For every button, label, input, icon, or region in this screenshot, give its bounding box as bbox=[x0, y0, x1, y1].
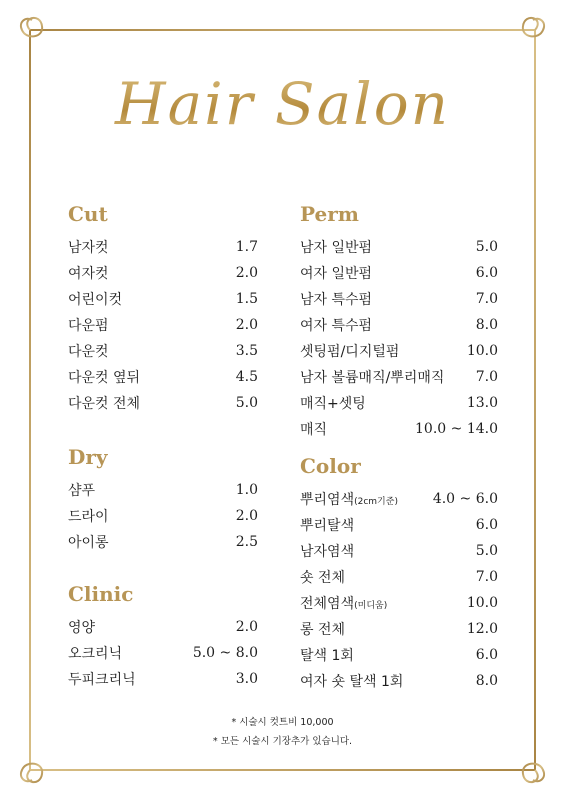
salon-title: Hair Salon bbox=[0, 70, 565, 138]
item-name-text: 남자염색 bbox=[300, 544, 355, 560]
item-name bbox=[68, 669, 136, 689]
note-line: * 시술시 컷트비 10,000 bbox=[231, 717, 334, 728]
item-name-text: 남자컷 bbox=[68, 240, 109, 256]
item-price: 2.0 bbox=[235, 317, 258, 333]
menu-item bbox=[68, 529, 258, 555]
item-price: 5.0 ~ 8.0 bbox=[192, 645, 258, 661]
section-title: Dry bbox=[68, 445, 108, 469]
item-name-text: 다운컷 전체 bbox=[68, 396, 141, 412]
menu-item bbox=[68, 260, 258, 286]
menu-item bbox=[68, 614, 258, 640]
menu-item bbox=[68, 286, 258, 312]
item-name bbox=[300, 341, 399, 361]
item-price: 2.5 bbox=[235, 534, 258, 550]
item-name-text: 여자 숏 탈색 1회 bbox=[300, 674, 404, 690]
item-name-text: 숏 전체 bbox=[300, 570, 346, 586]
item-name bbox=[300, 315, 372, 335]
item-name bbox=[300, 567, 345, 587]
section-perm bbox=[300, 200, 498, 442]
item-price: 7.0 bbox=[475, 569, 498, 585]
item-name bbox=[68, 480, 95, 500]
item-name bbox=[68, 617, 95, 637]
menu-item bbox=[300, 312, 498, 338]
menu-item bbox=[68, 364, 258, 390]
item-name-text: 매직 bbox=[300, 422, 328, 438]
item-name-text: 여자컷 bbox=[68, 266, 109, 282]
item-name-text: 셋팅펌/디지털펌 bbox=[300, 344, 400, 360]
item-price: 8.0 bbox=[475, 673, 498, 689]
menu-item bbox=[300, 538, 498, 564]
item-name-text: 샴푸 bbox=[68, 483, 96, 499]
item-name bbox=[68, 289, 122, 309]
menu-item bbox=[300, 416, 498, 442]
item-name bbox=[300, 593, 387, 613]
item-name-text: 오크리닉 bbox=[68, 646, 123, 662]
item-name-text: 아이롱 bbox=[68, 535, 109, 551]
item-price: 2.0 bbox=[235, 619, 258, 635]
menu-item bbox=[68, 338, 258, 364]
item-price: 7.0 bbox=[475, 291, 498, 307]
item-price: 10.0 bbox=[466, 343, 498, 359]
item-name bbox=[300, 671, 403, 691]
item-name-text: 어린이컷 bbox=[68, 292, 123, 308]
item-price: 8.0 bbox=[475, 317, 498, 333]
item-name bbox=[300, 489, 398, 509]
item-name-text: 두피크리닉 bbox=[68, 672, 136, 688]
item-price: 10.0 ~ 14.0 bbox=[415, 421, 498, 437]
item-price: 5.0 bbox=[475, 543, 498, 559]
section-color bbox=[300, 452, 498, 694]
menu-item bbox=[300, 364, 498, 390]
menu-item bbox=[68, 666, 258, 692]
section-title: Perm bbox=[300, 202, 359, 226]
item-name bbox=[68, 532, 109, 552]
item-name bbox=[300, 515, 354, 535]
notes bbox=[0, 713, 565, 751]
menu-item bbox=[300, 512, 498, 538]
item-name bbox=[300, 393, 366, 413]
menu-item bbox=[300, 234, 498, 260]
item-name-text: 여자 특수펌 bbox=[300, 318, 373, 334]
item-name bbox=[300, 619, 345, 639]
menu-item bbox=[300, 390, 498, 416]
item-price: 4.5 bbox=[235, 369, 258, 385]
section-cut bbox=[68, 200, 258, 416]
item-note: (미디움) bbox=[354, 601, 388, 611]
menu-item bbox=[300, 616, 498, 642]
item-name bbox=[68, 506, 109, 526]
item-name-text: 롱 전체 bbox=[300, 622, 346, 638]
item-name-text: 드라이 bbox=[68, 509, 109, 525]
item-name bbox=[68, 341, 109, 361]
menu-item bbox=[300, 486, 498, 512]
item-name bbox=[68, 315, 109, 335]
item-name-text: 다운컷 옆뒤 bbox=[68, 370, 141, 386]
item-name-text: 남자 특수펌 bbox=[300, 292, 373, 308]
menu-item bbox=[300, 260, 498, 286]
item-name bbox=[300, 289, 372, 309]
item-price: 3.5 bbox=[235, 343, 258, 359]
section-title: Cut bbox=[68, 202, 108, 226]
item-price: 6.0 bbox=[475, 647, 498, 663]
menu-item bbox=[68, 477, 258, 503]
item-name bbox=[300, 645, 354, 665]
item-name-text: 매직+셋팅 bbox=[300, 396, 366, 412]
menu-item bbox=[68, 312, 258, 338]
note-line: * 모든 시술시 기장추가 있습니다. bbox=[212, 736, 353, 747]
item-name-text: 탈색 1회 bbox=[300, 648, 354, 664]
menu-item bbox=[300, 564, 498, 590]
item-name bbox=[68, 237, 109, 257]
section-clinic bbox=[68, 580, 258, 692]
item-price: 4.0 ~ 6.0 bbox=[432, 491, 498, 507]
menu-item bbox=[68, 503, 258, 529]
item-price: 3.0 bbox=[235, 671, 258, 687]
item-name bbox=[300, 237, 372, 257]
section-dry bbox=[68, 443, 258, 555]
menu-item bbox=[300, 642, 498, 668]
menu-item bbox=[68, 234, 258, 260]
menu-item bbox=[300, 338, 498, 364]
item-price: 1.5 bbox=[235, 291, 258, 307]
menu-item bbox=[300, 668, 498, 694]
item-name-text: 전체염색 bbox=[300, 596, 355, 612]
section-title: Clinic bbox=[68, 582, 134, 606]
item-price: 13.0 bbox=[466, 395, 498, 411]
item-name-text: 남자 일반펌 bbox=[300, 240, 373, 256]
item-name bbox=[68, 263, 109, 283]
item-name bbox=[68, 367, 140, 387]
item-price: 2.0 bbox=[235, 508, 258, 524]
menu-item bbox=[300, 590, 498, 616]
menu-item bbox=[300, 286, 498, 312]
item-price: 7.0 bbox=[475, 369, 498, 385]
item-price: 2.0 bbox=[235, 265, 258, 281]
item-price: 10.0 bbox=[466, 595, 498, 611]
item-price: 5.0 bbox=[475, 239, 498, 255]
item-name bbox=[300, 419, 327, 439]
menu-item bbox=[68, 390, 258, 416]
item-name-text: 뿌리염색 bbox=[300, 492, 355, 508]
item-name-text: 여자 일반펌 bbox=[300, 266, 373, 282]
menu-item bbox=[68, 640, 258, 666]
item-name bbox=[300, 541, 354, 561]
item-name bbox=[68, 643, 122, 663]
item-name-text: 뿌리탈색 bbox=[300, 518, 355, 534]
item-price: 5.0 bbox=[235, 395, 258, 411]
item-name bbox=[68, 393, 140, 413]
item-note: (2cm기준) bbox=[354, 497, 398, 507]
item-price: 1.0 bbox=[235, 482, 258, 498]
section-title: Color bbox=[300, 454, 361, 478]
item-price: 1.7 bbox=[235, 239, 258, 255]
item-name-text: 남자 볼륨매직/뿌리매직 bbox=[300, 370, 445, 386]
item-name-text: 다운펌 bbox=[68, 318, 109, 334]
item-name-text: 다운컷 bbox=[68, 344, 109, 360]
item-price: 12.0 bbox=[466, 621, 498, 637]
item-price: 6.0 bbox=[475, 517, 498, 533]
item-name-text: 영양 bbox=[68, 620, 96, 636]
item-name bbox=[300, 263, 372, 283]
item-price: 6.0 bbox=[475, 265, 498, 281]
item-name bbox=[300, 367, 444, 387]
